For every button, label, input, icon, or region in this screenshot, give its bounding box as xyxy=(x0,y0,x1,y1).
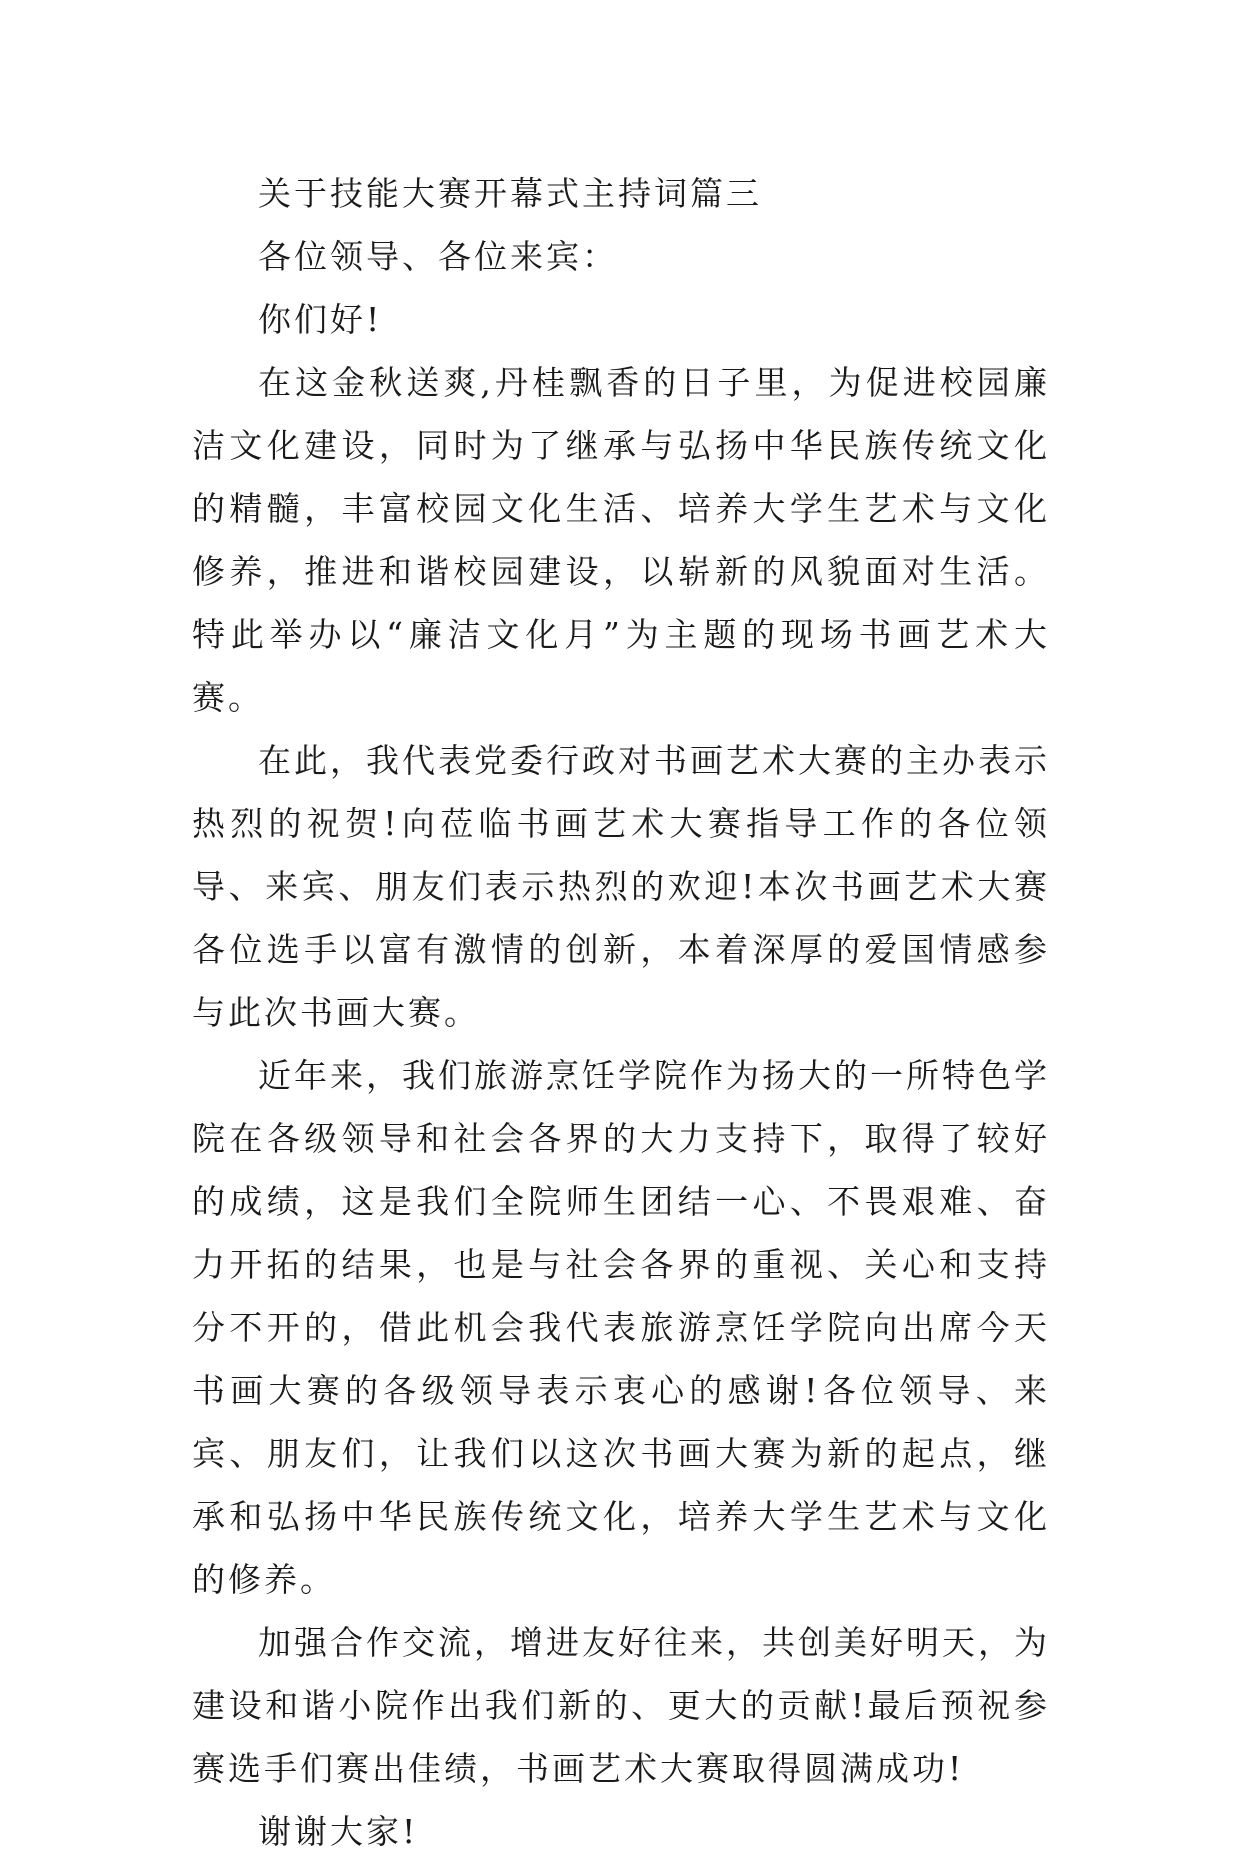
greeting: 你们好! xyxy=(258,300,383,339)
body-paragraph: 加强合作交流，增进友好往来，共创美好明天，为建设和谐小院作出我们新的、更大的贡献!最后预祝参赛选手们赛出佳绩，书画艺术大赛取得圆满成功! xyxy=(192,1623,1050,1788)
document-page xyxy=(192,162,1050,1863)
closing: 谢谢大家! xyxy=(258,1812,419,1851)
body-paragraph: 在这金秋送爽,丹桂飘香的日子里，为促进校园廉洁文化建设，同时为了继承与弘扬中华民族传统文化的精髓，丰富校园文化生活、培养大学生艺术与文化修养，推进和谐校园建设，以崭新的风貌面对生活。 特此举办以“廉洁文化月”为主题的现场书画艺术大赛。 xyxy=(192,363,1050,717)
body-paragraph: 近年来，我们旅游烹饪学院作为扬大的一所特色学院在各级领导和社会各界的大力支持下，取得了较好的成绩，这是我们全院师生团结一心、不畏艰难、奋力开拓的结果，也是与社会各界的重视、关心和支持分不开的，借此机会我代表旅游烹饪学院向出席今天书画大赛的各级领导表示衷心的感谢!各位领导、来宾、朋友们，让我们以这次书画大赛为新的起点，继承和弘扬中华民族传统文化，培养大学生艺术与文化的修养。 xyxy=(192,1056,1050,1599)
body-paragraph: 在此，我代表党委行政对书画艺术大赛的主办表示热烈的祝贺!向莅临书画艺术大赛指导工作的各位领导、来宾、朋友们表示热烈的欢迎!本次书画艺术大赛各位选手以富有激情的创新，本着深厚的爱国情感参与此次书画大赛。 xyxy=(192,741,1050,1032)
salutation: 各位领导、各位来宾： xyxy=(258,237,618,276)
document-title: 关于技能大赛开幕式主持词篇三 xyxy=(258,174,762,213)
